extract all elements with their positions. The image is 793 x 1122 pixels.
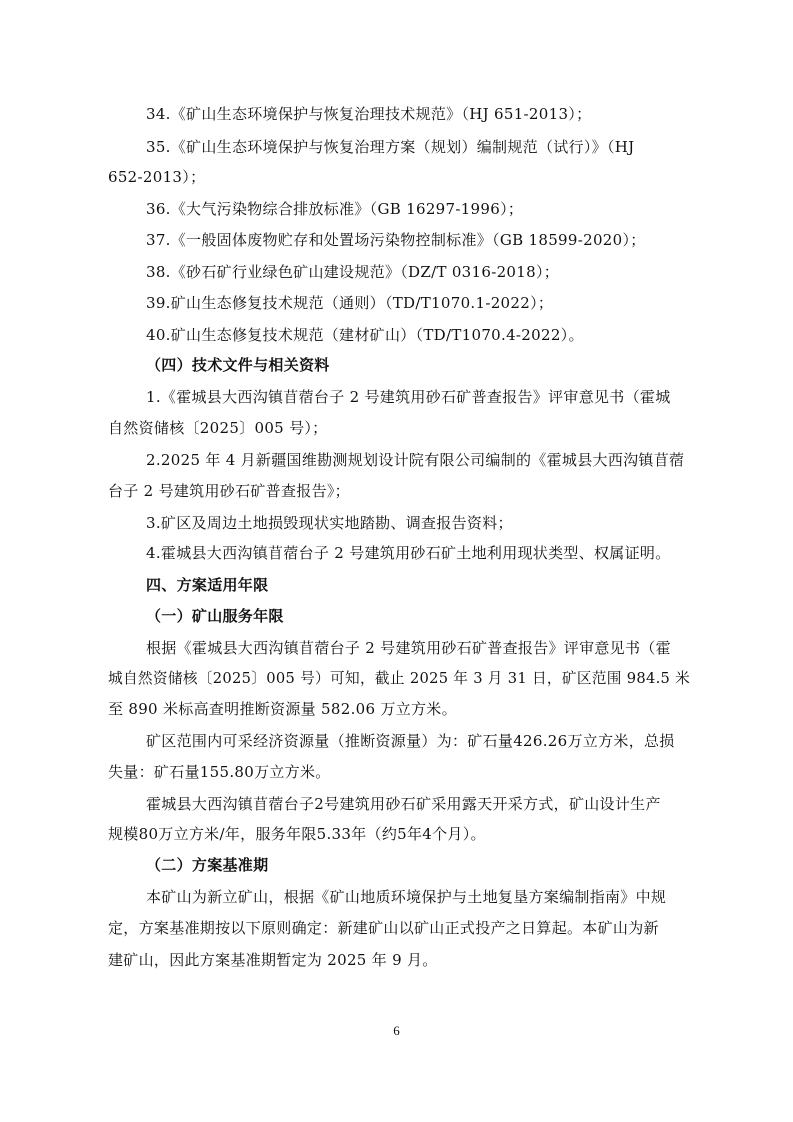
paragraph-line: 2.2025 年 4 月新疆国维勘测规划设计院有限公司编制的《霍城县大西沟镇苜蓿 [146, 451, 685, 469]
paragraph-line: 定，方案基准期按以下原则确定：新建矿山以矿山正式投产之日算起。本矿山为新 [108, 919, 659, 937]
paragraph-line: 城自然资储核〔2025〕005 号）可知，截止 2025 年 3 月 31 日，矿区范围 984.5 米 [108, 669, 691, 687]
paragraph-line: 至 890 米标高查明推断资源量 582.06 万立方米。 [108, 700, 457, 718]
reference-item-40: 40.矿山生态修复技术规范（建材矿山）（TD/T1070.4-2022）。 [146, 326, 584, 344]
page-number: 6 [393, 1023, 400, 1038]
paragraph-line: 3.矿区及周边土地损毁现状实地踏勘、调查报告资料； [146, 514, 513, 532]
reference-item-37: 37.《一般固体废物贮存和处置场污染物控制标准》（GB 18599-2020）； [146, 231, 646, 249]
paragraph-line: 建矿山，因此方案基准期暂定为 2025 年 9 月。 [108, 951, 438, 969]
paragraph-line: 矿区范围内可采经济资源量（推断资源量）为：矿石量426.26万立方米，总损 [146, 732, 675, 750]
paragraph-line: 本矿山为新立矿山，根据《矿山地质环境保护与土地复垦方案编制指南》中规 [146, 888, 667, 906]
chapter-heading-plan-applicable-period: 四、方案适用年限 [146, 576, 269, 594]
paragraph-line: 规模80万立方米/年，服务年限5.33年（约5年4个月）。 [108, 825, 486, 843]
reference-item-36: 36.《大气污染物综合排放标准》（GB 16297-1996）； [146, 200, 524, 218]
paragraph-line: 自然资储核〔2025〕005 号）； [108, 419, 328, 437]
paragraph-line: 根据《霍城县大西沟镇苜蓿台子 2 号建筑用砂石矿普查报告》评审意见书（霍 [146, 639, 671, 657]
paragraph-line: 1.《霍城县大西沟镇苜蓿台子 2 号建筑用砂石矿普查报告》评审意见书（霍城 [146, 388, 671, 406]
reference-item-39: 39.矿山生态修复技术规范（通则）（TD/T1070.1-2022）； [146, 294, 554, 312]
paragraph-line: 4.霍城县大西沟镇苜蓿台子 2 号建筑用砂石矿土地利用现状类型、权属证明。 [146, 544, 671, 562]
paragraph-line: 霍城县大西沟镇苜蓿台子2号建筑用砂石矿采用露天开采方式，矿山设计生产 [146, 795, 661, 813]
reference-item-35: 35.《矿山生态环境保护与恢复治理方案（规划）编制规范（试行）》（HJ [146, 138, 635, 156]
reference-item-34: 34.《矿山生态环境保护与恢复治理技术规范》（HJ 651-2013）； [146, 105, 592, 123]
subsection-heading-mine-service-life: （一）矿山服务年限 [146, 607, 284, 625]
section-heading-technical-documents: （四）技术文件与相关资料 [146, 356, 330, 374]
paragraph-line: 台子 2 号建筑用砂石矿普查报告》； [108, 482, 350, 500]
reference-item-38: 38.《砂石矿行业绿色矿山建设规范》（DZ/T 0316-2018）； [146, 263, 560, 281]
subsection-heading-plan-base-period: （二）方案基准期 [146, 856, 269, 874]
paragraph-line: 失量：矿石量155.80万立方米。 [108, 763, 331, 781]
reference-item-35-cont: 652-2013）； [108, 168, 206, 186]
